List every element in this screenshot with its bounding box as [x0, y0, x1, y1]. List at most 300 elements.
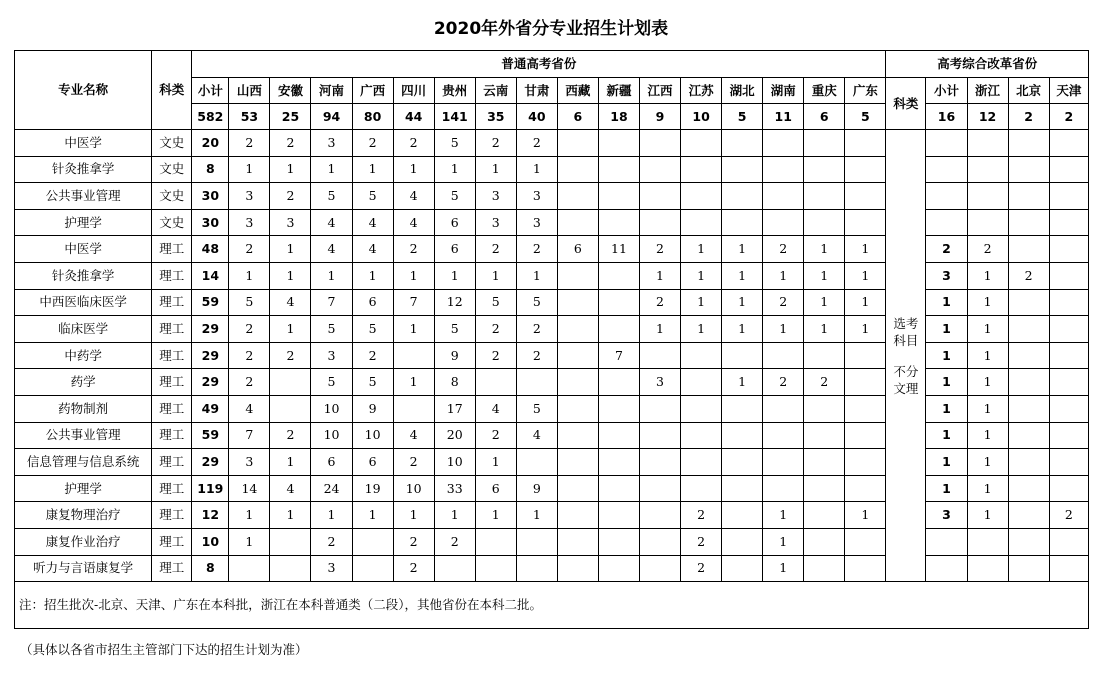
- table-row: [15, 289, 1089, 316]
- subtotal-cell: 14: [192, 262, 229, 289]
- page-title: 2020年外省分专业招生计划表: [433, 19, 669, 39]
- plan-cell: 1: [722, 369, 763, 396]
- plan-cell: 4: [311, 209, 352, 236]
- reform-province-header: 浙江: [967, 78, 1008, 104]
- plan-cell: 2: [763, 236, 804, 263]
- plan-cell: [557, 316, 598, 343]
- plan-cell: 1: [639, 316, 680, 343]
- major-name-cell: 听力与言语康复学: [15, 555, 152, 582]
- plan-cell: [722, 502, 763, 529]
- reform-plan-cell: [1049, 183, 1088, 210]
- reform-plan-cell: [1008, 183, 1049, 210]
- province-total: 9: [639, 104, 680, 130]
- reform-plan-cell: [1008, 502, 1049, 529]
- plan-cell: 2: [516, 342, 557, 369]
- plan-cell: 2: [229, 130, 270, 157]
- reform-plan-cell: [1049, 130, 1088, 157]
- table-header: [15, 51, 1089, 130]
- plan-cell: 8: [434, 369, 475, 396]
- province-total: 35: [475, 104, 516, 130]
- reform-plan-cell: [1008, 209, 1049, 236]
- plan-cell: 1: [681, 289, 722, 316]
- reform-plan-cell: [1008, 156, 1049, 183]
- plan-cell: 1: [722, 289, 763, 316]
- province-header: 四川: [393, 78, 434, 104]
- major-name-cell: 公共事业管理: [15, 422, 152, 449]
- province-total: 25: [270, 104, 311, 130]
- plan-cell: 2: [475, 236, 516, 263]
- plan-cell: 1: [393, 262, 434, 289]
- table-row: [15, 475, 1089, 502]
- plan-cell: 5: [229, 289, 270, 316]
- plan-cell: [598, 130, 639, 157]
- major-name-cell: 中西医临床医学: [15, 289, 152, 316]
- reform-plan-cell: 1: [967, 449, 1008, 476]
- plan-cell: 1: [845, 262, 886, 289]
- reform-plan-cell: [1049, 209, 1088, 236]
- reform-plan-cell: 1: [967, 502, 1008, 529]
- plan-cell: [598, 183, 639, 210]
- plan-cell: [516, 555, 557, 582]
- category-cell: 理工: [152, 236, 192, 263]
- reform-subtotal-cell: 1: [926, 316, 967, 343]
- category-header: 科类: [152, 51, 192, 130]
- plan-cell: [845, 369, 886, 396]
- plan-cell: 2: [393, 555, 434, 582]
- plan-cell: 4: [270, 289, 311, 316]
- plan-cell: 33: [434, 475, 475, 502]
- province-header: 贵州: [434, 78, 475, 104]
- province-header: 河南: [311, 78, 352, 104]
- plan-cell: [804, 183, 845, 210]
- plan-cell: [681, 342, 722, 369]
- plan-cell: [681, 422, 722, 449]
- reform-province-total: 12: [967, 104, 1008, 130]
- plan-cell: [845, 528, 886, 555]
- subtotal-cell: 29: [192, 316, 229, 343]
- major-name-cell: 护理学: [15, 475, 152, 502]
- reform-plan-cell: [1008, 555, 1049, 582]
- plan-cell: 2: [352, 342, 393, 369]
- plan-cell: [598, 475, 639, 502]
- province-total: 40: [516, 104, 557, 130]
- regular-provinces-group-header: 普通高考省份: [192, 51, 886, 78]
- plan-cell: 5: [475, 289, 516, 316]
- reform-plan-cell: [1049, 342, 1088, 369]
- plan-cell: [681, 449, 722, 476]
- reform-plan-cell: [967, 183, 1008, 210]
- plan-cell: [763, 156, 804, 183]
- reform-plan-cell: 1: [967, 316, 1008, 343]
- plan-cell: 5: [434, 316, 475, 343]
- plan-cell: [804, 395, 845, 422]
- reform-plan-cell: 1: [967, 342, 1008, 369]
- plan-cell: 5: [311, 183, 352, 210]
- province-total: 6: [804, 104, 845, 130]
- reform-subtotal-cell: [926, 528, 967, 555]
- reform-plan-cell: [1049, 475, 1088, 502]
- plan-cell: [845, 130, 886, 157]
- plan-cell: [804, 342, 845, 369]
- major-name-header: 专业名称: [15, 51, 152, 130]
- reform-plan-cell: [1049, 555, 1088, 582]
- province-total: 5: [845, 104, 886, 130]
- reform-subtotal-cell: [926, 183, 967, 210]
- plan-cell: [845, 422, 886, 449]
- plan-cell: [804, 209, 845, 236]
- reform-category-header: 科类: [886, 78, 926, 130]
- plan-cell: 1: [639, 262, 680, 289]
- plan-cell: 4: [311, 236, 352, 263]
- reform-plan-cell: [967, 130, 1008, 157]
- table-row: [15, 369, 1089, 396]
- province-total: 141: [434, 104, 475, 130]
- province-header: 新疆: [598, 78, 639, 104]
- plan-cell: 9: [516, 475, 557, 502]
- reform-plan-cell: [1049, 449, 1088, 476]
- plan-cell: 19: [352, 475, 393, 502]
- plan-cell: [722, 449, 763, 476]
- reform-plan-cell: [1049, 156, 1088, 183]
- reform-subtotal-cell: 1: [926, 422, 967, 449]
- plan-cell: [845, 156, 886, 183]
- subtotal-cell: 49: [192, 395, 229, 422]
- plan-cell: [598, 369, 639, 396]
- plan-cell: 5: [516, 289, 557, 316]
- category-cell: 理工: [152, 555, 192, 582]
- reform-plan-cell: [1049, 316, 1088, 343]
- plan-cell: [598, 262, 639, 289]
- table-row: [15, 555, 1089, 582]
- plan-cell: [557, 555, 598, 582]
- plan-cell: 11: [598, 236, 639, 263]
- plan-cell: [763, 395, 804, 422]
- reform-plan-cell: [1008, 342, 1049, 369]
- plan-cell: [639, 449, 680, 476]
- plan-cell: 3: [516, 209, 557, 236]
- subtotal-cell: 29: [192, 342, 229, 369]
- plan-cell: 1: [681, 236, 722, 263]
- table-row: [15, 209, 1089, 236]
- province-header: 甘肃: [516, 78, 557, 104]
- subtotal-cell: 119: [192, 475, 229, 502]
- plan-cell: [639, 342, 680, 369]
- plan-cell: 14: [229, 475, 270, 502]
- plan-cell: 1: [393, 369, 434, 396]
- plan-cell: 3: [229, 449, 270, 476]
- major-name-cell: 针灸推拿学: [15, 156, 152, 183]
- plan-cell: 3: [311, 130, 352, 157]
- reform-subtotal-cell: [926, 156, 967, 183]
- plan-cell: 1: [352, 262, 393, 289]
- plan-cell: 1: [311, 502, 352, 529]
- plan-cell: [845, 342, 886, 369]
- plan-cell: [763, 209, 804, 236]
- plan-cell: 2: [229, 369, 270, 396]
- major-name-cell: 康复作业治疗: [15, 528, 152, 555]
- reform-plan-cell: 1: [967, 262, 1008, 289]
- province-total: 53: [229, 104, 270, 130]
- plan-cell: 6: [352, 289, 393, 316]
- plan-cell: [475, 555, 516, 582]
- major-name-cell: 中药学: [15, 342, 152, 369]
- plan-cell: [804, 528, 845, 555]
- plan-cell: [804, 156, 845, 183]
- plan-cell: [845, 395, 886, 422]
- plan-cell: 5: [516, 395, 557, 422]
- plan-cell: [722, 130, 763, 157]
- reform-plan-cell: [967, 528, 1008, 555]
- plan-cell: 1: [516, 156, 557, 183]
- plan-cell: [722, 395, 763, 422]
- province-total: 11: [763, 104, 804, 130]
- table-row: [15, 395, 1089, 422]
- plan-cell: 10: [352, 422, 393, 449]
- plan-cell: [639, 475, 680, 502]
- province-total: 10: [681, 104, 722, 130]
- plan-cell: 9: [352, 395, 393, 422]
- plan-cell: 2: [229, 316, 270, 343]
- reform-subtotal-cell: [926, 130, 967, 157]
- plan-cell: 1: [722, 236, 763, 263]
- plan-cell: 5: [434, 183, 475, 210]
- reform-category-note-line1: 选考科目: [893, 315, 919, 348]
- plan-cell: [804, 502, 845, 529]
- plan-cell: 10: [434, 449, 475, 476]
- table-row: [15, 156, 1089, 183]
- reform-category-note: [886, 130, 926, 582]
- plan-cell: 3: [270, 209, 311, 236]
- plan-cell: [516, 369, 557, 396]
- province-total: 94: [311, 104, 352, 130]
- reform-plan-cell: [1008, 449, 1049, 476]
- plan-cell: 1: [434, 262, 475, 289]
- plan-cell: [598, 289, 639, 316]
- plan-cell: 10: [311, 422, 352, 449]
- plan-cell: [681, 369, 722, 396]
- table-row: [15, 236, 1089, 263]
- plan-cell: 7: [311, 289, 352, 316]
- plan-cell: [475, 528, 516, 555]
- plan-cell: 5: [352, 316, 393, 343]
- plan-cell: [639, 156, 680, 183]
- plan-cell: [722, 528, 763, 555]
- plan-cell: [639, 395, 680, 422]
- table-row: [15, 262, 1089, 289]
- major-name-cell: 中医学: [15, 236, 152, 263]
- plan-cell: 1: [475, 449, 516, 476]
- plan-cell: 2: [229, 342, 270, 369]
- plan-cell: [475, 369, 516, 396]
- plan-cell: [557, 183, 598, 210]
- plan-cell: 2: [804, 369, 845, 396]
- plan-cell: 1: [763, 555, 804, 582]
- plan-cell: 1: [763, 262, 804, 289]
- plan-cell: 1: [229, 262, 270, 289]
- subtotal-header: 小计: [192, 78, 229, 104]
- table-row: [15, 342, 1089, 369]
- plan-cell: 2: [270, 422, 311, 449]
- plan-cell: [804, 130, 845, 157]
- plan-cell: [681, 209, 722, 236]
- plan-cell: [557, 502, 598, 529]
- table-row: [15, 502, 1089, 529]
- table-body: [15, 130, 1089, 629]
- plan-cell: [763, 449, 804, 476]
- subtotal-cell: 29: [192, 449, 229, 476]
- plan-cell: 1: [845, 316, 886, 343]
- plan-cell: 3: [311, 555, 352, 582]
- plan-cell: [434, 555, 475, 582]
- plan-cell: [845, 449, 886, 476]
- reform-provinces-group-header: 高考综合改革省份: [886, 51, 1089, 78]
- plan-cell: 1: [681, 262, 722, 289]
- reform-category-note-line2: 不分文理: [893, 363, 919, 396]
- plan-cell: [352, 555, 393, 582]
- reform-plan-cell: [967, 209, 1008, 236]
- plan-cell: 2: [393, 130, 434, 157]
- plan-cell: [557, 369, 598, 396]
- reform-plan-cell: [1008, 236, 1049, 263]
- category-cell: 理工: [152, 369, 192, 396]
- reform-plan-cell: [1008, 475, 1049, 502]
- plan-cell: 5: [434, 130, 475, 157]
- plan-cell: 3: [311, 342, 352, 369]
- plan-cell: 2: [763, 369, 804, 396]
- plan-cell: [557, 262, 598, 289]
- plan-cell: 1: [270, 236, 311, 263]
- plan-cell: 1: [845, 289, 886, 316]
- plan-cell: 2: [475, 316, 516, 343]
- plan-cell: [516, 528, 557, 555]
- table-row: [15, 316, 1089, 343]
- plan-cell: 1: [270, 449, 311, 476]
- reform-plan-cell: [1008, 316, 1049, 343]
- plan-cell: 1: [845, 236, 886, 263]
- subtotal-cell: 8: [192, 156, 229, 183]
- plan-cell: 2: [270, 130, 311, 157]
- plan-cell: 1: [311, 156, 352, 183]
- province-header: 广东: [845, 78, 886, 104]
- subtotal-total: 582: [192, 104, 229, 130]
- note-row: [15, 582, 1089, 629]
- plan-cell: 2: [516, 316, 557, 343]
- province-total: 80: [352, 104, 393, 130]
- plan-cell: 1: [393, 156, 434, 183]
- plan-cell: [229, 555, 270, 582]
- plan-cell: [763, 183, 804, 210]
- subtotal-cell: 30: [192, 209, 229, 236]
- subtotal-cell: 59: [192, 422, 229, 449]
- footer-note: （具体以各省市招生主管部门下达的招生计划为准）: [20, 642, 308, 657]
- plan-cell: 1: [763, 502, 804, 529]
- plan-cell: [804, 475, 845, 502]
- province-total: 18: [598, 104, 639, 130]
- reform-province-header: 天津: [1049, 78, 1088, 104]
- category-cell: 理工: [152, 262, 192, 289]
- plan-cell: [639, 209, 680, 236]
- plan-cell: [557, 209, 598, 236]
- category-cell: 理工: [152, 342, 192, 369]
- plan-cell: [598, 528, 639, 555]
- plan-cell: [804, 422, 845, 449]
- plan-cell: 1: [475, 156, 516, 183]
- plan-cell: 2: [763, 289, 804, 316]
- plan-cell: 1: [722, 262, 763, 289]
- reform-plan-cell: [1008, 395, 1049, 422]
- plan-cell: 3: [475, 209, 516, 236]
- reform-province-total: 2: [1008, 104, 1049, 130]
- plan-cell: 3: [475, 183, 516, 210]
- plan-cell: 17: [434, 395, 475, 422]
- plan-cell: [557, 422, 598, 449]
- plan-cell: 4: [229, 395, 270, 422]
- plan-cell: 2: [311, 528, 352, 555]
- category-cell: 理工: [152, 316, 192, 343]
- reform-plan-cell: 2: [967, 236, 1008, 263]
- plan-cell: [681, 183, 722, 210]
- plan-cell: [681, 156, 722, 183]
- subtotal-cell: 8: [192, 555, 229, 582]
- reform-plan-cell: [1049, 528, 1088, 555]
- reform-subtotal-cell: 3: [926, 502, 967, 529]
- reform-plan-cell: [1008, 130, 1049, 157]
- plan-cell: 3: [516, 183, 557, 210]
- plan-cell: 1: [804, 289, 845, 316]
- plan-cell: [804, 555, 845, 582]
- plan-cell: 1: [516, 502, 557, 529]
- plan-cell: 1: [434, 156, 475, 183]
- plan-cell: [598, 316, 639, 343]
- plan-cell: 20: [434, 422, 475, 449]
- plan-cell: 4: [393, 183, 434, 210]
- plan-cell: 2: [681, 502, 722, 529]
- reform-plan-cell: 1: [967, 475, 1008, 502]
- plan-cell: 2: [393, 449, 434, 476]
- reform-plan-cell: [1049, 369, 1088, 396]
- category-cell: 文史: [152, 183, 192, 210]
- plan-cell: 4: [352, 209, 393, 236]
- plan-cell: [270, 555, 311, 582]
- plan-cell: 1: [516, 262, 557, 289]
- plan-cell: 1: [352, 502, 393, 529]
- plan-cell: 7: [598, 342, 639, 369]
- plan-cell: 2: [516, 130, 557, 157]
- table-row: [15, 449, 1089, 476]
- plan-cell: 5: [352, 369, 393, 396]
- plan-cell: [598, 156, 639, 183]
- category-cell: 文史: [152, 209, 192, 236]
- plan-cell: 4: [475, 395, 516, 422]
- plan-cell: 2: [352, 130, 393, 157]
- reform-plan-cell: 1: [967, 422, 1008, 449]
- plan-cell: 7: [393, 289, 434, 316]
- major-name-cell: 护理学: [15, 209, 152, 236]
- reform-plan-cell: 2: [1008, 262, 1049, 289]
- plan-cell: [598, 422, 639, 449]
- plan-cell: 2: [639, 289, 680, 316]
- plan-cell: [516, 449, 557, 476]
- plan-cell: [681, 130, 722, 157]
- plan-cell: 2: [393, 528, 434, 555]
- plan-cell: [845, 183, 886, 210]
- plan-cell: [598, 502, 639, 529]
- reform-subtotal-cell: 1: [926, 342, 967, 369]
- plan-cell: 6: [434, 236, 475, 263]
- reform-subtotal-cell: 1: [926, 289, 967, 316]
- reform-plan-cell: [1049, 262, 1088, 289]
- plan-cell: 1: [393, 502, 434, 529]
